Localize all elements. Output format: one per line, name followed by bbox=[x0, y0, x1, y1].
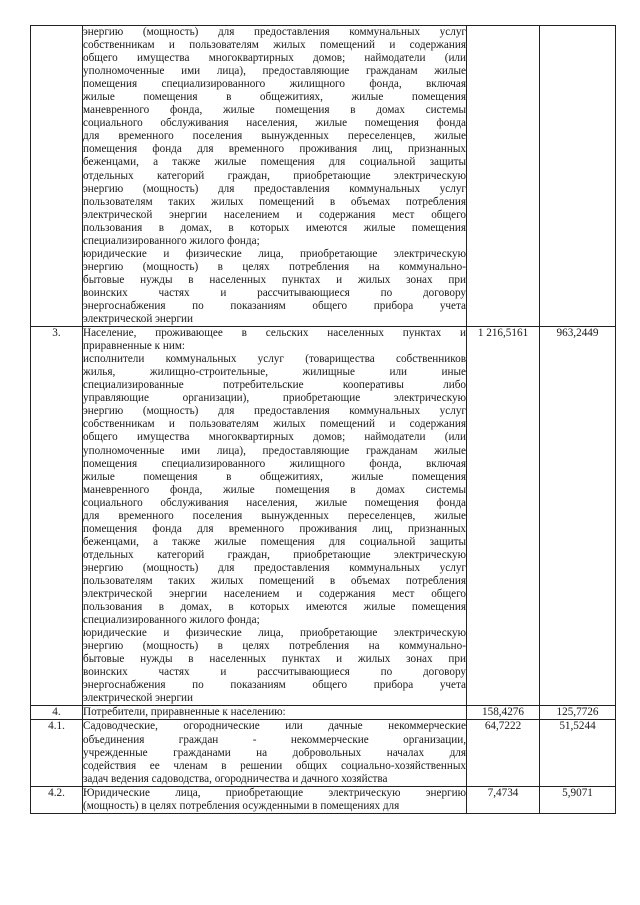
description-line: специализированного жилого фонда; bbox=[83, 614, 260, 627]
description-line: беженцами, а также жилые помещения для социальной защиты bbox=[83, 535, 466, 548]
value-column-2: 963,2449 bbox=[540, 327, 616, 706]
description-line: электрической энергии населением и содержания мест общего bbox=[83, 588, 466, 601]
row-number: 4.1. bbox=[31, 720, 83, 786]
description-line: исполнители коммунальных услуг (товарищества собственников bbox=[83, 353, 466, 366]
table-row-continuation bbox=[31, 26, 616, 327]
description-line: социального обслуживания населения, жилые помещения фонда bbox=[83, 496, 466, 509]
row-number bbox=[31, 26, 83, 327]
value-column-2: 5,9071 bbox=[540, 786, 616, 813]
description-line: социального обслуживания населения, жилые помещения фонда bbox=[83, 117, 466, 130]
row-description bbox=[83, 720, 467, 786]
description-line: помещения фонда для временного проживания лиц, признанных bbox=[83, 522, 466, 535]
description-line: энергию (мощность) для предоставления коммунальных услуг bbox=[83, 26, 466, 38]
value-column-1: 64,7222 bbox=[467, 720, 540, 786]
description-line: уполномоченные ими лица), предоставляющие гражданам жилые bbox=[83, 65, 466, 78]
description-line: содействия ее членам в решении общих социально-хозяйственных bbox=[83, 759, 466, 772]
row-number: 4.2. bbox=[31, 786, 83, 813]
description-line: пользователям таких жилых помещений в объемах потребления bbox=[83, 574, 466, 587]
description-line: беженцами, а также жилые помещения для социальной защиты bbox=[83, 156, 466, 169]
value-column-1: 7,4734 bbox=[467, 786, 540, 813]
description-line: бытовые нужды в населенных пунктах и жилых зонах при bbox=[83, 273, 466, 286]
value-column-1 bbox=[467, 26, 540, 327]
description-line: электрической энергии населением и содержания мест общего bbox=[83, 208, 466, 221]
description-line: Садоводческие, огороднические или дачные некоммерческие bbox=[83, 720, 466, 733]
description-line: специализированные потребительские кооперативы либо bbox=[83, 379, 466, 392]
row-description bbox=[83, 786, 467, 813]
description-line: помещения специализированного жилищного фонда, включая bbox=[83, 457, 466, 470]
value-column-1: 1 216,5161 bbox=[467, 327, 540, 706]
row-description bbox=[83, 706, 467, 720]
description-line: электрической энергии bbox=[83, 692, 194, 705]
description-line: воинских частях и рассчитывающиеся по договору bbox=[83, 286, 466, 299]
value-column-1: 158,4276 bbox=[467, 706, 540, 720]
description-line: помещения фонда для временного проживания лиц, признанных bbox=[83, 143, 466, 156]
description-line: маневренного фонда, жилые помещения в домах системы bbox=[83, 483, 466, 496]
description-line: для временного поселения вынужденных переселенцев, жилые bbox=[83, 509, 466, 522]
description-line: юридические и физические лица, приобретающие электрическую bbox=[83, 247, 466, 260]
description-line: учрежденные гражданами на добровольных началах для bbox=[83, 746, 466, 759]
table-row-4 bbox=[31, 706, 616, 720]
description-line: управляющие организации), приобретающие электрическую bbox=[83, 392, 466, 405]
description-line: Юридические лица, приобретающие электрическую энергию bbox=[83, 786, 466, 799]
description-line: жилые помещения в общежитиях, жилые помещения bbox=[83, 91, 466, 104]
table-row-3 bbox=[31, 327, 616, 706]
description-line: объединения граждан - некоммерческие организации, bbox=[83, 733, 466, 746]
table-row-4-1 bbox=[31, 720, 616, 786]
tariff-table bbox=[30, 25, 616, 814]
row-description bbox=[83, 26, 467, 327]
description-line: энергию (мощность) в целях потребления на коммунально- bbox=[83, 640, 466, 653]
description-line: энергию (мощность) для предоставления коммунальных услуг bbox=[83, 405, 466, 418]
description-line: электрической энергии bbox=[83, 313, 194, 326]
row-number: 3. bbox=[31, 327, 83, 706]
row-description bbox=[83, 327, 467, 706]
description-line: энергию (мощность) в целях потребления на коммунально- bbox=[83, 260, 466, 273]
description-line: для временного поселения вынужденных переселенцев, жилые bbox=[83, 130, 466, 143]
description-line: воинских частях и рассчитывающиеся по договору bbox=[83, 666, 466, 679]
value-column-2: 51,5244 bbox=[540, 720, 616, 786]
description-line: собственникам и пользователям жилых помещений и содержания bbox=[83, 418, 466, 431]
description-line: маневренного фонда, жилые помещения в домах системы bbox=[83, 104, 466, 117]
description-line: уполномоченные ими лица), предоставляющие гражданам жилые bbox=[83, 444, 466, 457]
description-line: собственникам и пользователям жилых помещений и содержания bbox=[83, 39, 466, 52]
description-line: Население, проживающее в сельских населенных пунктах и bbox=[83, 327, 466, 340]
row-number: 4. bbox=[31, 706, 83, 720]
description-line: пользования в домах, в которых имеются жилые помещения bbox=[83, 601, 466, 614]
description-line: энергию (мощность) для предоставления коммунальных услуг bbox=[83, 182, 466, 195]
description-line: отдельных категорий граждан, приобретающие электрическую bbox=[83, 548, 466, 561]
description-line: бытовые нужды в населенных пунктах и жилых зонах при bbox=[83, 653, 466, 666]
description-line: специализированного жилого фонда; bbox=[83, 234, 260, 247]
description-line: пользователям таких жилых помещений в объемах потребления bbox=[83, 195, 466, 208]
description-line: энергоснабжения по показаниям общего прибора учета bbox=[83, 679, 466, 692]
description-line: Потребители, приравненные к населению: bbox=[83, 706, 286, 719]
value-column-2 bbox=[540, 26, 616, 327]
description-line: помещения специализированного жилищного фонда, включая bbox=[83, 78, 466, 91]
description-line: жилья, жилищно-строительные, жилищные или иные bbox=[83, 366, 466, 379]
description-line: жилые помещения в общежитиях, жилые помещения bbox=[83, 470, 466, 483]
description-line: (мощность) в целях потребления осужденными в помещениях для bbox=[83, 799, 400, 812]
description-line: отдельных категорий граждан, приобретающие электрическую bbox=[83, 169, 466, 182]
description-line: пользования в домах, в которых имеются жилые помещения bbox=[83, 221, 466, 234]
value-column-2: 125,7726 bbox=[540, 706, 616, 720]
table-row-4-2 bbox=[31, 786, 616, 813]
description-line: общего имущества многоквартирных домов; наймодатели (или bbox=[83, 431, 466, 444]
description-line: общего имущества многоквартирных домов; наймодатели (или bbox=[83, 52, 466, 65]
description-line: юридические и физические лица, приобретающие электрическую bbox=[83, 627, 466, 640]
description-line: энергоснабжения по показаниям общего прибора учета bbox=[83, 299, 466, 312]
description-line: задач ведения садоводства, огородничества и дачного хозяйства bbox=[83, 772, 388, 785]
description-line: приравненные к ним: bbox=[83, 340, 186, 353]
description-line: энергию (мощность) для предоставления коммунальных услуг bbox=[83, 561, 466, 574]
